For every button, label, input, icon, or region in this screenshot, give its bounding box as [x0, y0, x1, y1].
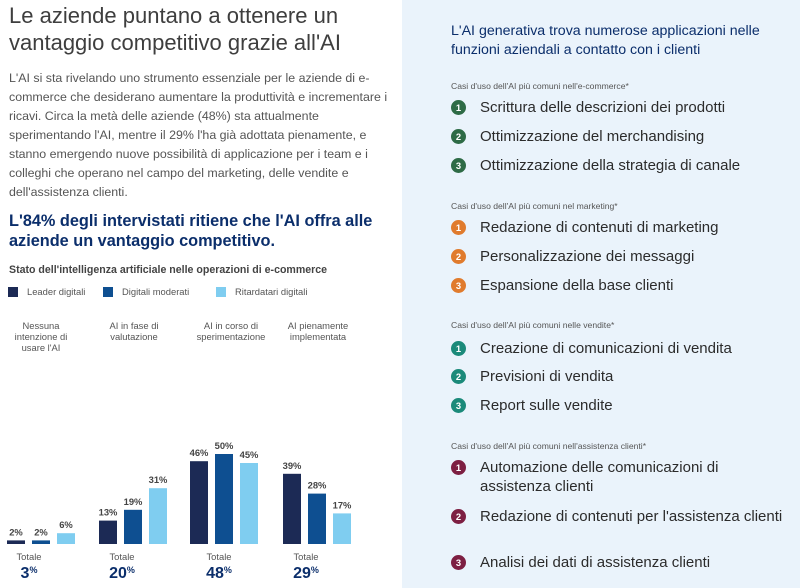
legend-label-ritardatari: Ritardatari digitali — [235, 286, 308, 297]
category-label-3: AI in corso di sperimentazione — [196, 320, 266, 342]
section-label-marketing: Casi d'uso dell'AI più comuni nel marketing* — [451, 201, 618, 211]
data-label-leader-digitali-4: 39% — [282, 459, 302, 471]
use-case-text: Ottimizzazione della strategia di canale — [480, 157, 741, 174]
total-value-4: 29% — [293, 565, 319, 582]
total-value-3: 48% — [206, 565, 232, 582]
use-case-text: Redazione di contenuti di marketing — [480, 219, 719, 236]
use-case-marketing-1 — [451, 218, 791, 237]
ai-status-bar-chart — [0, 315, 400, 588]
use-case-text: Report sulle vendite — [480, 397, 613, 414]
number-badge: 1 — [451, 460, 466, 475]
number-badge: 3 — [451, 158, 466, 173]
use-case-vendite-1 — [451, 339, 791, 358]
use-case-ecommerce-2 — [451, 127, 791, 146]
number-badge: 3 — [451, 398, 466, 413]
data-label-digitali-moderati-3: 50% — [214, 440, 234, 451]
total-label-1: Totale — [16, 551, 42, 562]
total-value-2: 20% — [109, 565, 135, 582]
number-badge: 2 — [451, 509, 466, 524]
legend-swatch-ritardatari — [216, 287, 226, 297]
use-case-text: Scrittura delle descrizioni dei prodotti — [480, 99, 726, 116]
number-badge: 1 — [451, 220, 466, 235]
total-label-4: Totale — [293, 551, 319, 562]
total-label-3: Totale — [206, 551, 232, 562]
number-badge: 1 — [451, 100, 466, 115]
number-badge: 2 — [451, 369, 466, 384]
number-badge: 3 — [451, 555, 466, 570]
bar-digitali-moderati-3 — [215, 454, 233, 544]
data-label-digitali-moderati-4: 28% — [307, 479, 327, 491]
bar-leader-digitali-3 — [190, 461, 208, 544]
use-case-text: Personalizzazione dei messaggi — [480, 248, 695, 265]
bar-leader-digitali-1 — [7, 540, 25, 544]
category-label-1: Nessuna intenzione di usare l'AI — [14, 320, 68, 353]
section-label-vendite: Casi d'uso dell'AI più comuni nelle vendite* — [451, 320, 615, 330]
legend-item-ritardatari — [216, 286, 307, 297]
legend-item-leader — [8, 286, 85, 297]
intro-paragraph: L'AI si sta rivelando uno strumento essenziale per le aziende di e-commerce che desiderano aumentare la produttività e incrementare i ricavi. Circa la metà delle aziende (48%) sta attualmente sperimentando l'AI, mentre il 29% l'ha già adottata pienamente, e stanno emergendo nuove possibilità di applicazione per i team e i colleghi che operano nel campo del marketing, delle vendite e dell'assistenza clienti. — [9, 71, 388, 199]
number-badge: 3 — [451, 278, 466, 293]
legend-item-moderati — [103, 286, 189, 297]
use-case-ecommerce-3 — [451, 156, 791, 175]
category-label-2: AI in fase di valutazione — [109, 320, 159, 342]
use-case-text: Redazione di contenuti per l'assistenza clienti — [480, 508, 783, 525]
use-case-assistenza-1 — [451, 458, 791, 496]
bar-ritardatari-digitali-3 — [240, 463, 258, 544]
legend-label-moderati: Digitali moderati — [122, 286, 190, 297]
bar-digitali-moderati-4 — [308, 494, 326, 544]
use-case-text: Analisi dei dati di assistenza clienti — [480, 554, 711, 571]
use-case-text: Creazione di comunicazioni di vendita — [480, 340, 732, 357]
chart-legend — [8, 286, 398, 300]
category-label-4: AI pienamente implementata — [287, 320, 349, 342]
data-label-ritardatari-digitali-3: 45% — [239, 449, 259, 460]
chart-title: Stato dell'intelligenza artificiale nelle operazioni di e-commerce — [9, 264, 328, 276]
data-label-digitali-moderati-1: 2% — [34, 526, 48, 538]
bar-ritardatari-digitali-1 — [57, 533, 75, 544]
total-value-1: 3% — [20, 565, 38, 582]
use-case-vendite-2 — [451, 367, 791, 386]
use-case-text: Espansione della base clienti — [480, 277, 674, 294]
legend-swatch-leader — [8, 287, 18, 297]
number-badge: 2 — [451, 249, 466, 264]
legend-swatch-moderati — [103, 287, 113, 297]
page-headline: Le aziende puntano a ottenere un vantaggio competitivo grazie all'AI — [9, 3, 341, 55]
bar-digitali-moderati-1 — [32, 540, 50, 544]
right-heading: L'AI generativa trova numerose applicazioni nelle funzioni aziendali a contatto con i clienti — [451, 23, 760, 58]
bar-leader-digitali-2 — [99, 521, 117, 544]
data-label-leader-digitali-3: 46% — [189, 447, 209, 459]
data-label-leader-digitali-1: 2% — [9, 526, 23, 538]
data-label-ritardatari-digitali-1: 6% — [59, 519, 73, 531]
use-case-assistenza-3 — [451, 553, 791, 572]
key-stat: L'84% degli intervistati ritiene che l'AI offra alle aziende un vantaggio competitivo. — [9, 212, 373, 250]
data-label-digitali-moderati-2: 19% — [123, 495, 143, 507]
number-badge: 1 — [451, 341, 466, 356]
number-badge: 2 — [451, 129, 466, 144]
bar-ritardatari-digitali-2 — [149, 488, 167, 544]
data-label-ritardatari-digitali-4: 17% — [332, 499, 352, 511]
use-case-vendite-3 — [451, 396, 791, 415]
use-case-assistenza-2 — [451, 507, 791, 526]
use-case-text: Previsioni di vendita — [480, 368, 614, 385]
total-label-2: Totale — [109, 551, 135, 562]
data-label-ritardatari-digitali-2: 31% — [148, 474, 168, 486]
use-case-ecommerce-1 — [451, 98, 791, 117]
section-label-ecommerce: Casi d'uso dell'AI più comuni nell'e-commerce* — [451, 81, 629, 91]
bar-ritardatari-digitali-4 — [333, 513, 351, 544]
section-label-assistenza: Casi d'uso dell'AI più comuni nell'assistenza clienti* — [451, 441, 647, 451]
bar-leader-digitali-4 — [283, 474, 301, 544]
use-case-marketing-2 — [451, 247, 791, 266]
use-case-text: Ottimizzazione del merchandising — [480, 128, 705, 145]
data-label-leader-digitali-2: 13% — [98, 506, 118, 518]
bar-digitali-moderati-2 — [124, 510, 142, 544]
use-case-marketing-3 — [451, 276, 791, 295]
legend-label-leader: Leader digitali — [27, 286, 86, 297]
use-case-text: Automazione delle comunicazioni di assistenza clienti — [480, 459, 719, 495]
